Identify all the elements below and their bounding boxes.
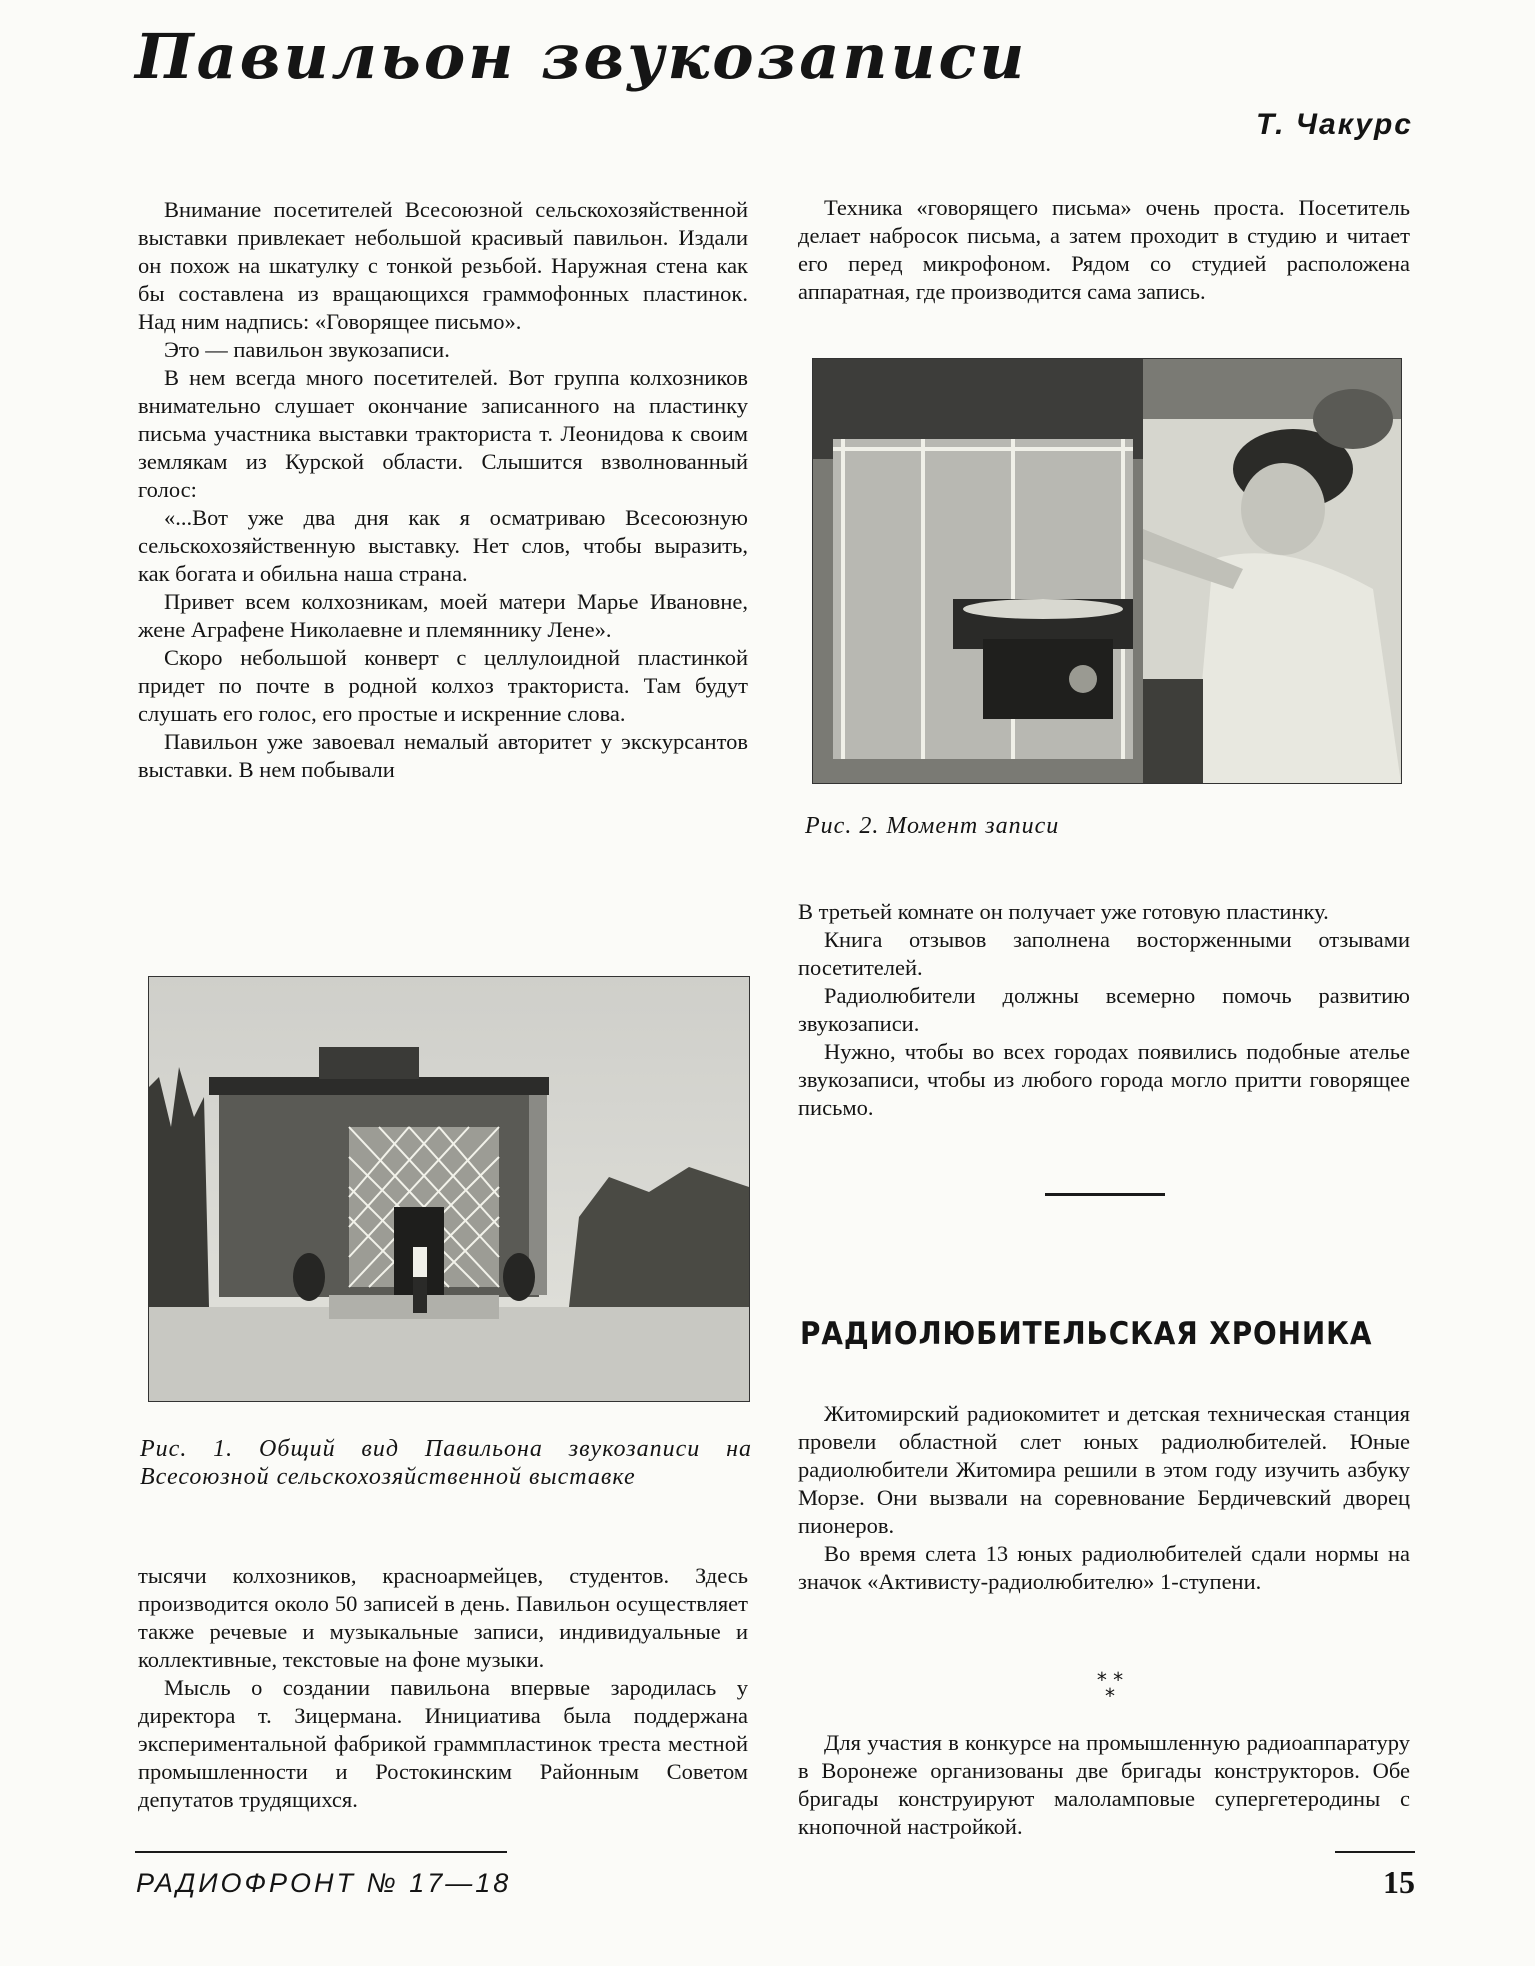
paragraph: Техника «говорящего письма» очень проста. Посетитель делает набросок письма, а затем проходит в студию и читает его перед микрофоном. Рядом со студией расположена аппаратная, где производится сама запись.: [798, 195, 1410, 304]
chronicle-title: РАДИОЛЮБИТЕЛЬСКАЯ ХРОНИКА: [800, 1316, 1373, 1352]
paragraph: тысячи колхозников, красноармейцев, студентов. Здесь производится около 50 записей в день. Павильон осуществляет также речевые и музыкальные записи, индивидуальные и коллективные, текстовые на фоне музыки.: [138, 1563, 748, 1672]
article-title: Павильон звукозаписи: [135, 20, 1028, 93]
paragraph: Привет всем колхозникам, моей матери Марье Ивановне, жене Аграфене Николаевне и племяннику Лене».: [138, 589, 748, 642]
column-left-bottom: [138, 1562, 748, 1814]
magazine-footer: РАДИОФРОНТ № 17—18: [136, 1868, 512, 1898]
chronicle-body-2: [798, 1729, 1410, 1841]
column-right-middle: [798, 898, 1410, 1122]
figure-2-caption: Рис. 2. Момент записи: [805, 813, 1060, 839]
footer-rule-right: [1335, 1851, 1415, 1853]
column-left-top: [138, 196, 748, 784]
footer-rule-left: [135, 1851, 507, 1853]
paragraph: Книга отзывов заполнена восторженными отзывами посетителей.: [798, 927, 1410, 980]
paragraph: Внимание посетителей Всесоюзной сельскохозяйственной выставки привлекает небольшой красивый павильон. Издали он похож на шкатулку с тонкой резьбой. Наружная стена как бы составлена из вращающихся граммофонных пластинок. Над ним надпись: «Говорящее письмо».: [138, 197, 748, 334]
section-divider: [1045, 1193, 1165, 1196]
asterism-separator: * * *: [1096, 1668, 1124, 1708]
paragraph: Житомирский радиокомитет и детская техническая станция провели областной слет юных радиолюбителей. Юные радиолюбители Житомира решили в этом году изучить азбуку Морзе. Они вызвали на соревнование Бердичевский дворец пионеров.: [798, 1401, 1410, 1538]
paragraph: Нужно, чтобы во всех городах появились подобные ателье звукозаписи, чтобы из любого города могло притти говорящее письмо.: [798, 1039, 1410, 1120]
paragraph: Скоро небольшой конверт с целлулоидной пластинкой придет по почте в родной колхоз тракториста. Там будут слушать его голос, его простые и искренние слова.: [138, 645, 748, 726]
column-right-top: [798, 194, 1410, 306]
paragraph: В нем всегда много посетителей. Вот группа колхозников внимательно слушает окончание записанного на пластинку письма участника выставки тракториста т. Леонидова к своим землякам из Курской области. Слышится взволнованный голос:: [138, 365, 748, 502]
paragraph: «...Вот уже два дня как я осматриваю Всесоюзную сельскохозяйственную выставку. Нет слов, чтобы выразить, как богата и обильна наша страна.: [138, 505, 748, 586]
page-number: 15: [1383, 1864, 1415, 1900]
paragraph: Мысль о создании павильона впервые зародилась у директора т. Зицермана. Инициатива была поддержана экспериментальной фабрикой граммпластинок треста местной промышленности и Ростокинским Районным Советом депутатов трудящихся.: [138, 1675, 748, 1812]
paragraph: Павильон уже завоевал немалый авторитет у экскурсантов выставки. В нем побывали: [138, 729, 748, 782]
recording-photo: [812, 358, 1402, 784]
paragraph: Для участия в конкурсе на промышленную радиоаппаратуру в Воронеже организованы две бригады конструкторов. Обе бригады конструируют малоламповые супергетеродины с кнопочной настройкой.: [798, 1730, 1410, 1839]
chronicle-body: [798, 1400, 1410, 1596]
paragraph: В третьей комнате он получает уже готовую пластинку.: [798, 899, 1329, 924]
paragraph: Это — павильон звукозаписи.: [164, 337, 450, 362]
article-author: Т. Чакурс: [1255, 108, 1413, 141]
paragraph: Радиолюбители должны всемерно помочь развитию звукозаписи.: [798, 983, 1410, 1036]
paragraph: Во время слета 13 юных радиолюбителей сдали нормы на значок «Активисту-радиолюбителю» 1-ступени.: [798, 1541, 1410, 1594]
pavilion-photo: [148, 976, 750, 1402]
figure-1-caption: Рис. 1. Общий вид Павильона звукозаписи на Всесоюзной сельскохозяйственной выставке: [140, 1436, 752, 1490]
